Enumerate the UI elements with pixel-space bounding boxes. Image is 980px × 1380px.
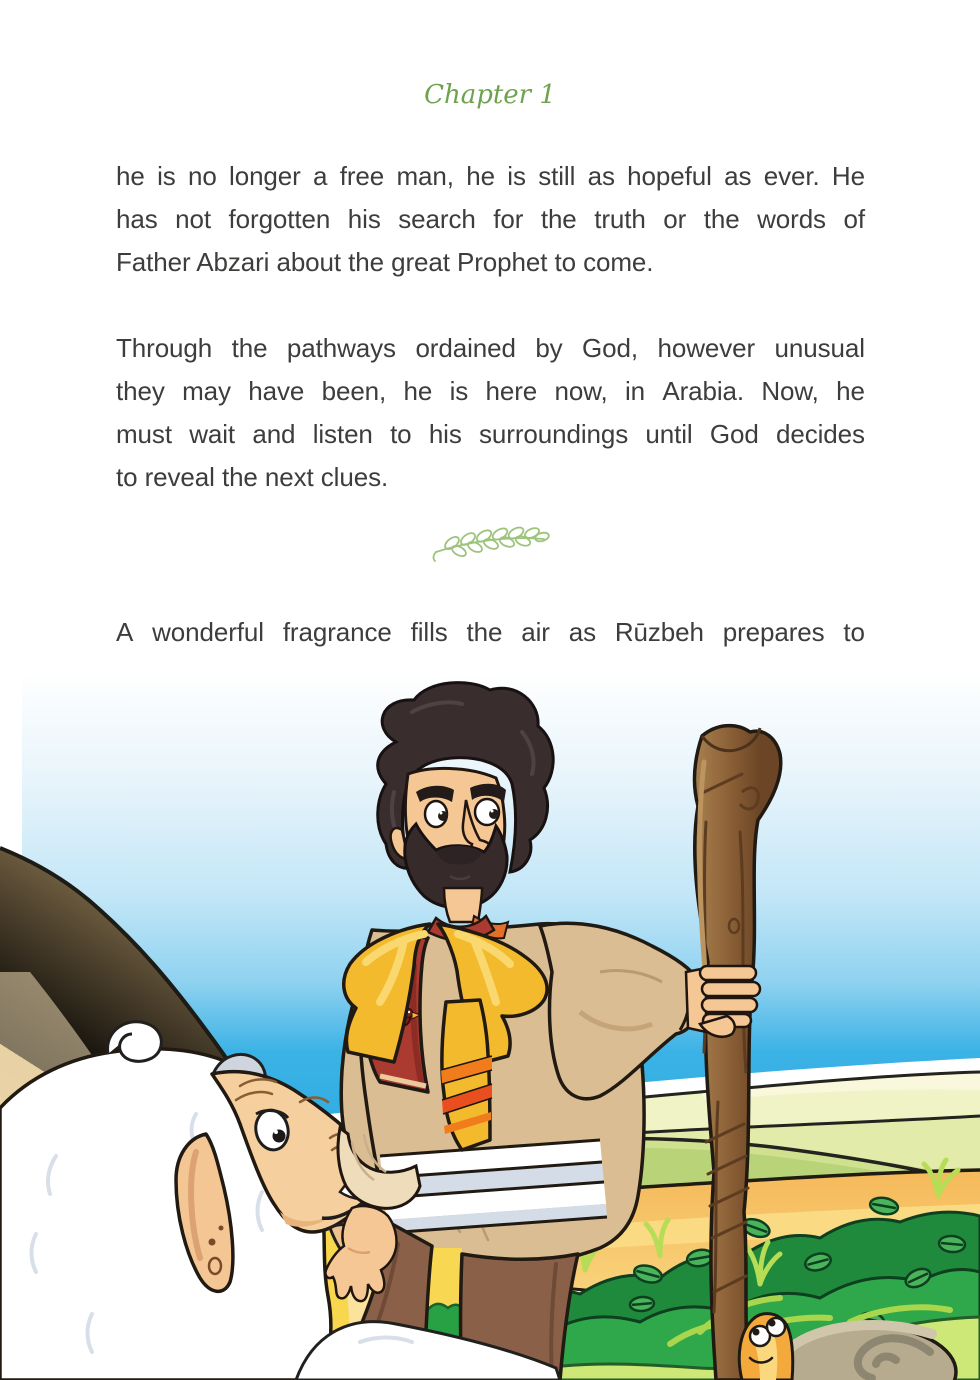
text-line: they may have been, he is here now, in Arabia. Now, he (116, 376, 865, 406)
text-line: he is no longer a free man, he is still as hopeful as ever. He (116, 161, 865, 191)
text-line: must wait and listen to his surroundings until God decides (116, 419, 865, 449)
text-line: A wonderful fragrance fills the air as Rūzbeh prepares to (116, 617, 865, 647)
text-line: has not forgotten his search for the truth or the words of (116, 204, 865, 234)
gripping-hand (686, 966, 760, 1037)
paragraph (116, 611, 865, 654)
paragraph (116, 327, 865, 499)
leaf-branch-divider-icon (430, 520, 550, 564)
text-line: Through the pathways ordained by God, however unusual (116, 333, 865, 363)
chapter-heading: Chapter 1 (424, 80, 556, 110)
text-line: Father Abzari about the great Prophet to come. (116, 247, 654, 277)
story-illustration (0, 672, 980, 1380)
text-line: to reveal the next clues. (116, 462, 389, 492)
paragraph (116, 155, 865, 284)
